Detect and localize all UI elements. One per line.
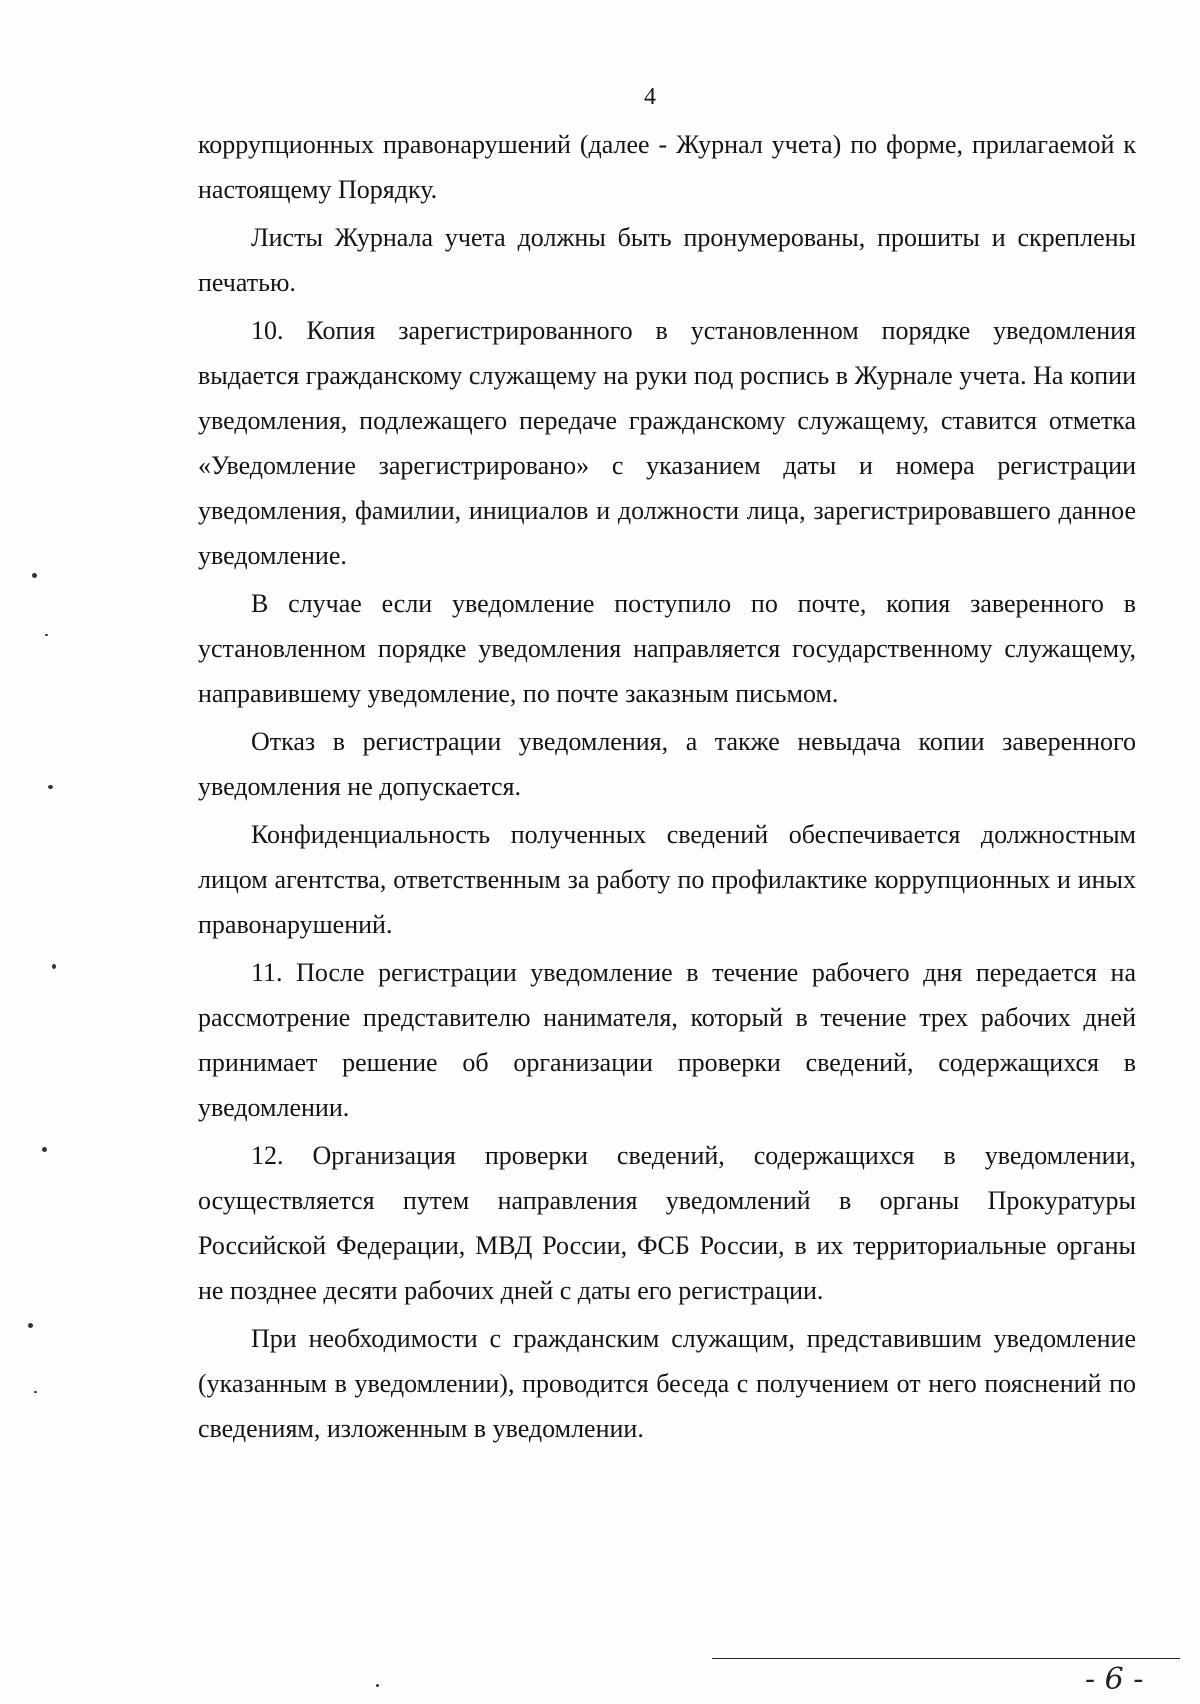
paragraph-journal-sheets: Листы Журнала учета должны быть пронумерованы, прошиты и скреплены печатью. [198, 223, 1136, 297]
scan-speck [32, 573, 37, 578]
scan-speck [376, 1684, 379, 1687]
paragraph-refusal: Отказ в регистрации уведомления, а также невыдача копии заверенного уведомления не допускается. [198, 727, 1136, 801]
page-number: 4 [644, 84, 656, 110]
scan-speck [34, 1391, 37, 1393]
handwritten-sheet-number: - 6 - [1085, 1662, 1144, 1697]
scan-speck [42, 1147, 47, 1152]
scan-speck [28, 1323, 33, 1328]
paragraph-postal-notification: В случае если уведомление поступило по почте, копия заверенного в установленном порядке уведомления направляется государственному служащему, направившему уведомление, по почте заказным письмом. [198, 589, 1136, 708]
footer-rule [712, 1658, 1180, 1659]
paragraph-conversation: При необходимости с гражданским служащим, представившим уведомление (указанным в уведомлении), проводится беседа с получением от него пояснений по сведениям, изложенным в уведомлении. [198, 1324, 1136, 1443]
document-body [198, 122, 1136, 1454]
paragraph-item-10: 10. Копия зарегистрированного в установленном порядке уведомления выдается гражданскому служащему на руки под роспись в Журнале учета. На копии уведомления, подлежащего передаче гражданскому служащему, ставится отметка «Уведомление зарегистрировано» с указанием даты и номера регистрации уведомления, фамилии, инициалов и должности лица, зарегистрировавшего данное уведомление. [198, 316, 1136, 570]
paragraph-journal-form: коррупционных правонарушений (далее - Журнал учета) по форме, прилагаемой к настоящему Порядку. [198, 130, 1136, 204]
paragraph-item-11: 11. После регистрации уведомление в течение рабочего дня передается на рассмотрение представителю нанимателя, который в течение трех рабочих дней принимает решение об организации проверки сведений, содержащихся в уведомлении. [198, 958, 1136, 1122]
scan-speck [52, 964, 56, 969]
scan-speck [48, 785, 53, 789]
scan-speck [45, 634, 48, 636]
paragraph-item-12: 12. Организация проверки сведений, содержащихся в уведомлении, осуществляется путем направления уведомлений в органы Прокуратуры Российской Федерации, МВД России, ФСБ России, в их территориальные органы не позднее десяти рабочих дней с даты его регистрации. [198, 1141, 1136, 1305]
paragraph-confidentiality: Конфиденциальность полученных сведений обеспечивается должностным лицом агентства, ответственным за работу по профилактике коррупционных и иных правонарушений. [198, 820, 1136, 939]
